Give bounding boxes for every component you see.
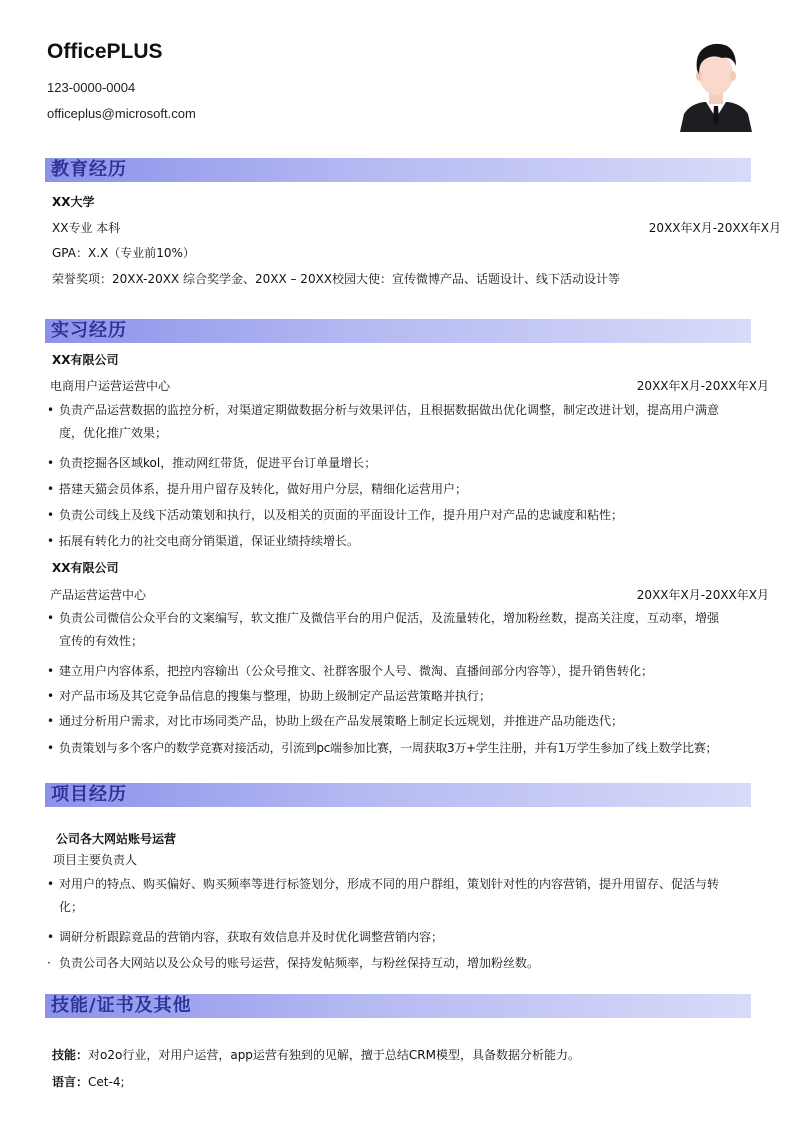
project-title: 项目经历 [51, 784, 127, 805]
skills-section-header [45, 994, 751, 1018]
job-bullet: • 拓展有转化力的社交电商分销渠道，保证业绩持续增长。 [47, 534, 360, 548]
language-line [52, 1073, 125, 1090]
company-name: XX有限公司 [52, 561, 119, 575]
education-period: 20XX年X月-20XX年X月 [648, 221, 781, 235]
internship-section-header [45, 319, 751, 343]
honors: 荣誉奖项：20XX-20XX 综合奖学金、20XX – 20XX校园大使：宣传微博产品、话题设计、线下活动设计等 [52, 272, 621, 286]
avatar [678, 40, 754, 132]
avatar-icon [678, 40, 754, 132]
job-bullet: • 通过分析用户需求，对比市场同类产品，协助上级在产品发展策略上制定长远规划，并推进产品功能迭代； [47, 714, 624, 728]
education-section-header [45, 158, 751, 182]
company-name: XX有限公司 [52, 353, 119, 367]
phone-number: 123-0000-0004 [47, 80, 136, 95]
job-bullet: • 负责挖掘各区域kol，推动网红带货，促进平台订单量增长； [47, 456, 377, 470]
job-period: 20XX年X月-20XX年X月 [636, 379, 769, 393]
job-bullet: • 建立用户内容体系，把控内容输出（公众号推文、社群客服个人号、微淘、直播间部分内容等），提升销售转化； [47, 664, 654, 678]
gpa: GPA：X.X（专业前10%） [52, 246, 195, 260]
job-period: 20XX年X月-20XX年X月 [636, 588, 769, 602]
major-degree: XX专业 本科 [52, 221, 121, 235]
job-role: 电商用户运营运营中心 [50, 379, 171, 393]
internship-title: 实习经历 [51, 320, 127, 341]
job-role: 产品运营运营中心 [50, 588, 147, 602]
job-bullet: • 搭建天猫会员体系，提升用户留存及转化，做好用户分层，精细化运营用户； [47, 482, 468, 496]
job-bullet: • 负责策划与多个客户的数学竞赛对接活动，引流到pc端参加比赛，一周获取3万+学生注册，并有1万学生参加了线上数学比赛； [47, 741, 718, 755]
skills-text: 对o2o行业，对用户运营，app运营有独到的见解，擅于总结CRM模型，具备数据分析能力。 [88, 1048, 580, 1062]
project-role: 项目主要负责人 [53, 853, 138, 867]
skills-line [52, 1046, 580, 1063]
project-bullet: • 调研分析跟踪竟品的营销内容，获取有效信息并及时优化调整营销内容； [47, 930, 444, 944]
job-bullet: • 对产品市场及其它竞争品信息的搜集与整理，协助上级制定产品运营策略并执行； [47, 689, 492, 703]
job-bullet: • 负责公司微信公众平台的文案编写，软文推广及微信平台的用户促活，及流量转化，增加粉丝数，提高关注度，互动率，增强 宣传的有效性； [47, 611, 720, 648]
skills-label: 技能： [52, 1048, 89, 1062]
project-bullet: • 对用户的特点、购买偏好、购买频率等进行标签划分，形成不同的用户群组，策划针对性的内容营销，提升用留存、促活与转 化； [47, 877, 720, 914]
school-name: XX大学 [52, 195, 95, 209]
candidate-name: OfficePLUS [47, 40, 163, 63]
job-bullet: • 负责产品运营数据的监控分析，对渠道定期做数据分析与效果评估，且根据数据做出优化调整，制定改进计划，提高用户满意 度，优化推广效果； [47, 403, 720, 440]
education-title: 教育经历 [51, 159, 127, 180]
project-bullet: · 负责公司各大网站以及公众号的账号运营，保持发帖频率，与粉丝保持互动，增加粉丝数。 [47, 956, 540, 970]
language-text: Cet-4; [88, 1075, 125, 1089]
job-bullet: • 负责公司线上及线下活动策划和执行，以及相关的页面的平面设计工作，提升用户对产品的忠诚度和粘性； [47, 508, 624, 522]
project-name: 公司各大网站账号运营 [56, 832, 177, 846]
language-label: 语言： [52, 1075, 89, 1089]
email-address: officeplus@microsoft.com [47, 106, 196, 121]
skills-title: 技能/证书及其他 [51, 995, 192, 1016]
project-section-header [45, 783, 751, 807]
